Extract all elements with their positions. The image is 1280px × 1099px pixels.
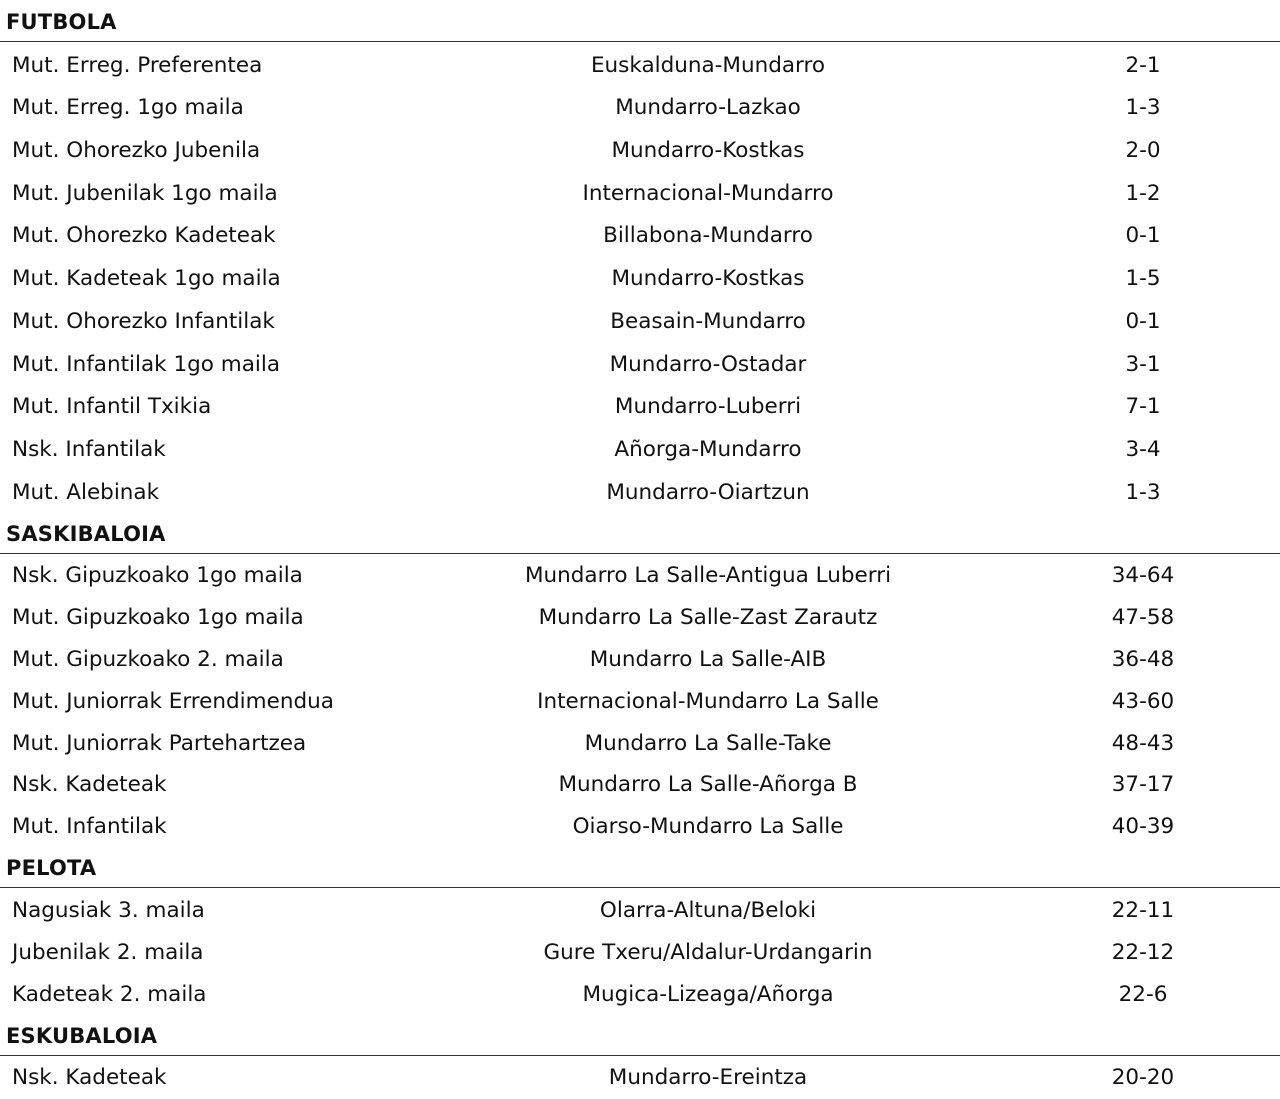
result-row	[0, 213, 1280, 256]
category-label: Mut. Alebinak	[12, 479, 160, 505]
score-label: 43-60	[1111, 688, 1175, 714]
result-row	[0, 972, 1280, 1014]
match-label: Mundarro La Salle-Antigua Luberri	[524, 563, 892, 589]
score-label: 22-6	[1118, 981, 1168, 1007]
score-label: 34-64	[1111, 563, 1175, 589]
match-label: Euskalduna-Mundarro	[590, 52, 826, 78]
match-label: Mundarro La Salle-Añorga B	[558, 772, 858, 798]
section-title: SASKIBALOIA	[6, 521, 166, 546]
match-label: Mundarro-Lazkao	[615, 95, 801, 121]
category-label: Kadeteak 2. maila	[12, 981, 207, 1007]
score-label: 22-11	[1111, 897, 1175, 923]
match-label: Mugica-Lizeaga/Añorga	[582, 981, 834, 1007]
category-label: Mut. Juniorrak Errendimendua	[12, 688, 334, 714]
match-label: Olarra-Altuna/Beloki	[599, 897, 817, 923]
match-label: Mundarro-Ostadar	[609, 351, 807, 377]
score-label: 0-1	[1125, 223, 1161, 249]
match-label: Mundarro-Oiartzun	[606, 479, 810, 505]
category-label: Mut. Kadeteak 1go maila	[12, 266, 281, 292]
category-label: Mut. Jubenilak 1go maila	[12, 180, 278, 206]
category-label: Mut. Gipuzkoako 2. maila	[12, 646, 284, 672]
section-header	[0, 512, 1280, 554]
category-label: Mut. Erreg. 1go maila	[12, 95, 244, 121]
category-label: Nsk. Gipuzkoako 1go maila	[12, 563, 303, 589]
match-label: Internacional-Mundarro	[582, 180, 834, 206]
section-eskubaloia	[0, 1014, 1280, 1098]
match-label: Mundarro-Kostkas	[611, 266, 805, 292]
category-label: Jubenilak 2. maila	[12, 939, 204, 965]
result-row	[0, 888, 1280, 930]
score-label: 1-3	[1125, 479, 1161, 505]
score-label: 0-1	[1125, 308, 1161, 334]
score-label: 40-39	[1111, 814, 1175, 840]
category-label: Nagusiak 3. maila	[12, 897, 205, 923]
category-label: Mut. Ohorezko Infantilak	[12, 308, 275, 334]
category-label: Mut. Gipuzkoako 1go maila	[12, 605, 304, 631]
category-label: Mut. Erreg. Preferentea	[12, 52, 263, 78]
category-label: Nsk. Kadeteak	[12, 1065, 167, 1091]
result-row	[0, 721, 1280, 763]
score-label: 2-1	[1125, 52, 1161, 78]
result-row	[0, 679, 1280, 721]
category-label: Nsk. Infantilak	[12, 436, 166, 462]
match-label: Mundarro-Kostkas	[611, 138, 805, 164]
category-label: Mut. Ohorezko Jubenila	[12, 138, 261, 164]
section-header	[0, 0, 1280, 42]
match-label: Gure Txeru/Aldalur-Urdangarin	[543, 939, 873, 965]
match-label: Mundarro-Luberri	[614, 394, 802, 420]
match-label: Mundarro-Ereintza	[608, 1065, 808, 1091]
score-label: 36-48	[1111, 646, 1175, 672]
section-header	[0, 1014, 1280, 1056]
section-title: ESKUBALOIA	[6, 1023, 158, 1048]
category-label: Mut. Infantilak 1go maila	[12, 351, 281, 377]
match-label: Mundarro La Salle-Zast Zarautz	[538, 605, 878, 631]
match-label: Oiarso-Mundarro La Salle	[572, 814, 844, 840]
match-label: Mundarro La Salle-AIB	[589, 646, 827, 672]
score-label: 1-5	[1125, 266, 1161, 292]
result-row	[0, 554, 1280, 596]
result-row	[0, 255, 1280, 298]
score-label: 37-17	[1111, 772, 1175, 798]
match-label: Mundarro La Salle-Take	[584, 730, 832, 756]
category-label: Mut. Infantilak	[12, 814, 167, 840]
result-row	[0, 763, 1280, 805]
section-title: FUTBOLA	[6, 10, 117, 34]
score-label: 3-4	[1125, 436, 1161, 462]
score-label: 47-58	[1111, 605, 1175, 631]
section-header	[0, 846, 1280, 888]
match-label: Internacional-Mundarro La Salle	[537, 688, 879, 714]
result-row	[0, 384, 1280, 427]
score-label: 3-1	[1125, 351, 1161, 377]
result-row	[0, 341, 1280, 384]
result-row	[0, 170, 1280, 213]
result-row	[0, 85, 1280, 128]
result-row	[0, 298, 1280, 341]
result-row	[0, 637, 1280, 679]
score-label: 1-2	[1125, 180, 1161, 206]
score-label: 22-12	[1111, 939, 1175, 965]
result-row	[0, 42, 1280, 85]
category-label: Mut. Infantil Txikia	[12, 394, 212, 420]
section-title: PELOTA	[6, 856, 97, 881]
result-row	[0, 930, 1280, 972]
result-row	[0, 1056, 1280, 1098]
match-label: Añorga-Mundarro	[614, 436, 802, 462]
score-label: 48-43	[1111, 730, 1175, 756]
category-label: Mut. Ohorezko Kadeteak	[12, 223, 276, 249]
category-label: Nsk. Kadeteak	[12, 772, 167, 798]
result-row	[0, 426, 1280, 469]
result-row	[0, 469, 1280, 512]
section-futbola	[0, 0, 1280, 512]
result-row	[0, 127, 1280, 170]
category-label: Mut. Juniorrak Partehartzea	[12, 730, 307, 756]
score-label: 20-20	[1111, 1065, 1175, 1091]
score-label: 1-3	[1125, 95, 1161, 121]
section-saskibaloia	[0, 512, 1280, 847]
match-label: Billabona-Mundarro	[603, 223, 813, 249]
score-label: 2-0	[1125, 138, 1161, 164]
result-row	[0, 595, 1280, 637]
score-label: 7-1	[1125, 394, 1161, 420]
match-label: Beasain-Mundarro	[610, 308, 806, 334]
section-pelota	[0, 846, 1280, 1013]
result-row	[0, 804, 1280, 846]
